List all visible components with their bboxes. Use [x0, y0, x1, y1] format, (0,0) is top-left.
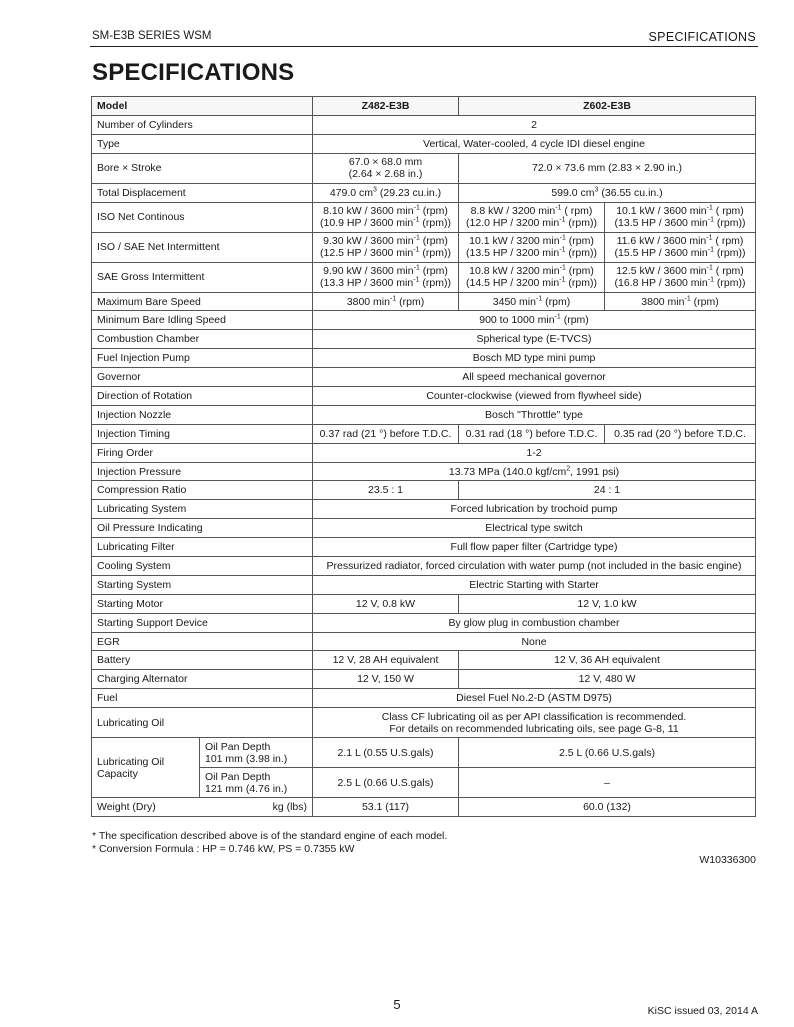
superscript: -1	[707, 246, 714, 254]
superscript: -1	[413, 216, 420, 224]
row-value: 12 V, 480 W	[459, 670, 756, 689]
table-row	[92, 651, 756, 670]
value-text: 3800 min	[641, 295, 685, 308]
row-value: 24 : 1	[459, 481, 756, 500]
row-value	[459, 183, 756, 202]
value-text: 479.0 cm	[329, 186, 374, 199]
value-text: (13.5 HP / 3600 min	[614, 217, 708, 230]
row-value	[313, 708, 756, 738]
table-row	[92, 670, 756, 689]
row-value: –	[459, 768, 756, 798]
row-label: Lubricating Filter	[92, 538, 313, 557]
model-z482-header: Z482-E3B	[313, 97, 459, 116]
value-text: 11.6 kW / 3600 min	[616, 235, 707, 248]
superscript: -1	[389, 295, 397, 302]
value-text: 8.10 kW / 3600 min	[323, 205, 414, 218]
value-text: (rpm)	[542, 295, 571, 308]
page-number: 5	[393, 997, 401, 1012]
value-text: (10.9 HP / 3600 min	[320, 217, 414, 230]
row-value: By glow plug in combustion chamber	[313, 613, 756, 632]
value-text: 8.8 kW / 3200 min	[470, 205, 556, 218]
table-row	[92, 462, 756, 481]
superscript: -1	[413, 246, 420, 254]
value-text: (29.23 cu.in.)	[376, 186, 442, 199]
row-label: Starting Motor	[92, 594, 313, 613]
value-text: (13.5 HP / 3200 min	[466, 247, 560, 260]
row-label: Lubricating System	[92, 500, 313, 519]
specifications-table	[91, 96, 756, 817]
row-value: 12 V, 36 AH equivalent	[459, 651, 756, 670]
superscript: -1	[413, 234, 420, 242]
value-text: (14.5 HP / 3200 min	[466, 277, 560, 290]
value-text: (rpm))	[419, 247, 451, 260]
row-value: 72.0 × 73.6 mm (2.83 × 2.90 in.)	[459, 153, 756, 183]
row-label: Starting System	[92, 575, 313, 594]
value-text: (rpm)	[419, 265, 448, 278]
table-row	[92, 349, 756, 368]
row-label: EGR	[92, 632, 313, 651]
label-line: Lubricating Oil	[97, 755, 165, 768]
value-text: (rpm)	[565, 235, 594, 248]
table-row	[92, 500, 756, 519]
row-value	[313, 232, 459, 262]
row-label: Starting Support Device	[92, 613, 313, 632]
label-line: 101 mm (3.98 in.)	[205, 752, 288, 765]
row-value: 2	[313, 115, 756, 134]
row-label: Minimum Bare Idling Speed	[92, 311, 313, 330]
value-text: (rpm))	[419, 217, 451, 230]
table-row	[92, 575, 756, 594]
superscript: -1	[413, 204, 420, 212]
row-value: Electrical type switch	[313, 519, 756, 538]
row-value	[313, 183, 459, 202]
value-text: (rpm)	[565, 265, 594, 278]
value-text: (rpm))	[565, 217, 597, 230]
row-value: 2.1 L (0.55 U.S.gals)	[313, 738, 459, 768]
row-label: Bore × Stroke	[92, 153, 313, 183]
superscript: -1	[706, 264, 713, 272]
table-row	[92, 311, 756, 330]
value-text: 900 to 1000 min	[479, 314, 555, 327]
row-label: Lubricating Oil	[92, 708, 313, 738]
row-value: 12 V, 28 AH equivalent	[313, 651, 459, 670]
superscript: -1	[559, 264, 566, 272]
row-value: Diesel Fuel No.2-D (ASTM D975)	[313, 689, 756, 708]
row-label: SAE Gross Intermittent	[92, 262, 313, 292]
table-row	[92, 232, 756, 262]
superscript: 3	[594, 186, 599, 194]
row-value	[605, 262, 756, 292]
row-value	[459, 202, 605, 232]
table-row	[92, 538, 756, 557]
table-row	[92, 368, 756, 387]
row-value	[605, 232, 756, 262]
row-label: Charging Alternator	[92, 670, 313, 689]
row-value: 12 V, 0.8 kW	[313, 594, 459, 613]
table-row	[92, 405, 756, 424]
row-value: 1-2	[313, 443, 756, 462]
row-label: Oil Pressure Indicating	[92, 519, 313, 538]
superscript: -1	[684, 295, 691, 302]
value-text: (13.3 HP / 3600 min	[320, 277, 414, 290]
value-text: (12.5 HP / 3600 min	[320, 247, 414, 260]
row-label: Type	[92, 134, 313, 153]
table-row	[92, 708, 756, 738]
row-value	[459, 232, 605, 262]
row-label: ISO Net Continous	[92, 202, 313, 232]
footnote: * The specification described above is of the standard engine of each model.	[92, 830, 448, 842]
table-row	[92, 424, 756, 443]
row-label	[92, 798, 313, 817]
superscript: -1	[706, 204, 713, 212]
row-label: Injection Timing	[92, 424, 313, 443]
value-text: 10.8 kW / 3200 min	[469, 265, 560, 278]
row-value: Bosch MD type mini pump	[313, 349, 756, 368]
value-text: (rpm)	[560, 314, 589, 327]
value-text: 3800 min	[346, 295, 390, 308]
row-value	[605, 202, 756, 232]
row-label: Combustion Chamber	[92, 330, 313, 349]
issue-info: KiSC issued 03, 2014 A	[647, 1005, 758, 1017]
table-row	[92, 519, 756, 538]
table-row	[92, 798, 756, 817]
table-row	[92, 330, 756, 349]
row-value: 12 V, 1.0 kW	[459, 594, 756, 613]
row-value: 0.35 rad (20 °) before T.D.C.	[605, 424, 756, 443]
table-row	[92, 689, 756, 708]
row-label: Total Displacement	[92, 183, 313, 202]
row-value: None	[313, 632, 756, 651]
row-value	[313, 153, 459, 183]
table-header-row	[92, 97, 756, 116]
row-value	[313, 462, 756, 481]
table-row	[92, 632, 756, 651]
superscript: -1	[559, 246, 566, 254]
value-text: (rpm))	[565, 247, 597, 260]
label-line: Oil Pan Depth	[205, 770, 271, 783]
table-row	[92, 262, 756, 292]
row-value: 12 V, 150 W	[313, 670, 459, 689]
row-value	[313, 202, 459, 232]
row-label: ISO / SAE Net Intermittent	[92, 232, 313, 262]
superscript: -1	[413, 264, 420, 272]
value-text: 3450 min	[492, 295, 536, 308]
superscript: -1	[707, 276, 714, 284]
row-label: Fuel Injection Pump	[92, 349, 313, 368]
table-row	[92, 738, 756, 768]
superscript: 2	[566, 465, 571, 473]
row-value: Forced lubrication by trochoid pump	[313, 500, 756, 519]
unit-text: kg (lbs)	[272, 801, 307, 814]
row-label: Fuel	[92, 689, 313, 708]
header-series: SM-E3B SERIES WSM	[92, 30, 212, 42]
table-row	[92, 134, 756, 153]
model-z602-header: Z602-E3B	[459, 97, 756, 116]
row-label: Injection Nozzle	[92, 405, 313, 424]
sub-label	[200, 768, 313, 798]
value-text: ( rpm)	[712, 205, 744, 218]
value-text: (rpm))	[419, 277, 451, 290]
row-value: Full flow paper filter (Cartridge type)	[313, 538, 756, 557]
row-value: 60.0 (132)	[459, 798, 756, 817]
value-text: 10.1 kW / 3600 min	[616, 205, 707, 218]
value-text: , 1991 psi)	[570, 465, 620, 478]
row-label: Firing Order	[92, 443, 313, 462]
superscript: -1	[706, 234, 713, 242]
table-row	[92, 292, 756, 311]
row-value: Electric Starting with Starter	[313, 575, 756, 594]
model-header: Model	[92, 97, 313, 116]
row-value: Vertical, Water-cooled, 4 cycle IDI diesel engine	[313, 134, 756, 153]
value-text: (rpm))	[713, 247, 746, 260]
value-text: 10.1 kW / 3200 min	[469, 235, 560, 248]
row-label: Injection Pressure	[92, 462, 313, 481]
row-value: 23.5 : 1	[313, 481, 459, 500]
value-text: (rpm)	[690, 295, 719, 308]
value-text: (rpm)	[419, 205, 448, 218]
footnotes	[92, 830, 447, 856]
row-label: Maximum Bare Speed	[92, 292, 313, 311]
value-text: (rpm)	[396, 295, 425, 308]
label-line: Capacity	[97, 767, 138, 780]
table-row	[92, 153, 756, 183]
value-text: ( rpm)	[712, 235, 744, 248]
superscript: -1	[707, 216, 714, 224]
row-value: 53.1 (117)	[313, 798, 459, 817]
row-value: 2.5 L (0.66 U.S.gals)	[459, 738, 756, 768]
table-row	[92, 443, 756, 462]
row-value: Pressurized radiator, forced circulation with water pump (not included in the basic engine)	[313, 557, 756, 576]
value-text: (rpm)	[419, 235, 448, 248]
row-label: Direction of Rotation	[92, 387, 313, 406]
value-text: (rpm))	[565, 277, 597, 290]
superscript: -1	[413, 276, 420, 284]
page-title: SPECIFICATIONS	[92, 59, 295, 86]
value-text: (rpm))	[713, 277, 746, 290]
value-text: ( rpm)	[712, 265, 744, 278]
row-value	[313, 292, 459, 311]
row-label: Compression Ratio	[92, 481, 313, 500]
row-value	[313, 262, 459, 292]
table-row	[92, 594, 756, 613]
row-label: Cooling System	[92, 557, 313, 576]
table-row	[92, 183, 756, 202]
table-row	[92, 613, 756, 632]
row-label	[92, 738, 200, 798]
value-text: 12.5 kW / 3600 min	[616, 265, 707, 278]
value-text: ( rpm)	[561, 205, 593, 218]
value-text: (12.0 HP / 3200 min	[466, 217, 560, 230]
label-line: Oil Pan Depth	[205, 740, 271, 753]
table-row	[92, 202, 756, 232]
value-text: 9.30 kW / 3600 min	[323, 235, 414, 248]
row-value	[459, 292, 605, 311]
footnote: * Conversion Formula : HP = 0.746 kW, PS = 0.7355 kW	[92, 843, 355, 855]
row-label: Governor	[92, 368, 313, 387]
label-line: 121 mm (4.76 in.)	[205, 782, 288, 795]
superscript: -1	[535, 295, 543, 302]
value-text: (16.8 HP / 3600 min	[614, 277, 708, 290]
header-divider	[90, 46, 758, 47]
row-value	[605, 292, 756, 311]
value-text: (15.5 HP / 3600 min	[614, 247, 708, 260]
value-text: (36.55 cu.in.)	[598, 186, 663, 199]
table-row	[92, 557, 756, 576]
row-value: Counter-clockwise (viewed from flywheel side)	[313, 387, 756, 406]
value-text: 599.0 cm	[551, 186, 595, 199]
value-line: (2.64 × 2.68 in.)	[348, 168, 423, 181]
value-line: For details on recommended lubricating oils, see page G-8, 11	[389, 722, 679, 735]
superscript: -1	[559, 234, 566, 242]
document-code: W10336300	[699, 854, 756, 866]
row-value: 2.5 L (0.66 U.S.gals)	[313, 768, 459, 798]
table-row	[92, 481, 756, 500]
table-row	[92, 387, 756, 406]
row-value: 0.31 rad (18 °) before T.D.C.	[459, 424, 605, 443]
superscript: -1	[559, 276, 566, 284]
label-text: Weight (Dry)	[97, 801, 156, 814]
value-text: 13.73 MPa (140.0 kgf/cm	[448, 465, 567, 478]
row-value: 0.37 rad (21 °) before T.D.C.	[313, 424, 459, 443]
superscript: -1	[554, 313, 561, 321]
superscript: -1	[559, 216, 566, 224]
row-value: Spherical type (E-TVCS)	[313, 330, 756, 349]
table-row	[92, 115, 756, 134]
sub-label	[200, 738, 313, 768]
superscript: 3	[373, 186, 377, 194]
row-label: Battery	[92, 651, 313, 670]
row-value: Bosch "Throttle" type	[313, 405, 756, 424]
value-line: 67.0 × 68.0 mm	[348, 156, 423, 169]
row-value: All speed mechanical governor	[313, 368, 756, 387]
value-text: (rpm))	[713, 217, 746, 230]
row-value	[313, 311, 756, 330]
row-value	[459, 262, 605, 292]
superscript: -1	[555, 204, 562, 212]
row-label: Number of Cylinders	[92, 115, 313, 134]
header-section: SPECIFICATIONS	[648, 30, 756, 44]
value-text: 9.90 kW / 3600 min	[323, 265, 414, 278]
value-line: Class CF lubricating oil as per API classification is recommended.	[381, 710, 687, 723]
